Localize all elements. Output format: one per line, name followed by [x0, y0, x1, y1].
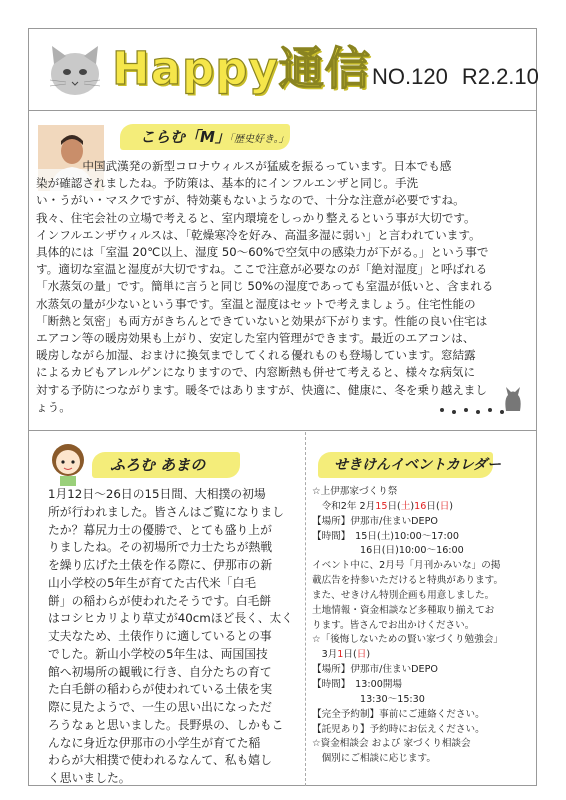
- column-line: 水蒸気の量が少ないという事です。室温と湿度はセットで考えましょう。住宅性能の: [36, 296, 476, 311]
- column-line: す。適切な室温と湿度が大切ですね。ここで注意が必要なのが「絶対湿度」と呼ばれる: [36, 262, 488, 277]
- event-line: [312, 752, 503, 767]
- cat-sketch-image: [40, 42, 110, 100]
- froom-line: 際に見たようで、一生の思い出になっただ: [48, 700, 272, 714]
- froom-line: わらが大相撲で使われるなんて、私も嬉し: [48, 753, 272, 768]
- event-text: 土地情報・資金相談など多種取り揃えてお: [312, 604, 495, 616]
- froom-line: りましたね。その初場所で力士たちが熱戦: [48, 540, 273, 555]
- column-line: 染が確認されましたね。予防策は、基本的にインフルエンザと同じ。手洗: [36, 176, 419, 191]
- event-text: ☆上伊那家づくり祭: [312, 486, 398, 497]
- event-line: [312, 515, 503, 530]
- issue-number: NO.120: [372, 64, 448, 89]
- event-date-red: 1: [337, 649, 344, 661]
- event-line: [312, 663, 503, 678]
- girl-avatar-icon: [48, 440, 88, 486]
- event-text: 【託児あり】予約時にお伝えください。: [312, 723, 485, 735]
- event-line: [312, 574, 503, 589]
- event-date-red: 日: [356, 649, 367, 661]
- event-line: [312, 530, 503, 545]
- froom-line: でした。新山小学校の5年生は、両国国技: [48, 646, 268, 661]
- event-line: [312, 678, 503, 693]
- event-text: ): [449, 500, 454, 512]
- event-line: [312, 648, 503, 663]
- column-heading: こらむ「M」: [140, 128, 230, 146]
- issue-date: R2.2.10: [461, 64, 539, 89]
- issue-info: [372, 64, 553, 90]
- column-line: 対する予防につながります。暖冬ではありますが、快適に、健康に、冬を乗り越えまし: [36, 382, 487, 397]
- event-text: 【場所】伊那市/住まいDEPO: [312, 664, 438, 676]
- column-line: 暖房しながら加湿、おまけに換気までしてくれる優れものも登場しています。窓結露: [36, 348, 476, 363]
- event-text: 日(: [343, 649, 357, 661]
- header-divider: [28, 110, 537, 111]
- froom-line: 山小学校の5年生が育てた古代米「白毛: [48, 575, 257, 590]
- event-text: イベント中に、2月号「月刊かみいな」の掲: [312, 560, 501, 572]
- events-body: [312, 485, 503, 767]
- event-text: ☆資金相談会 および 家づくり相談会: [312, 738, 471, 750]
- event-text: 16日(日)10:00〜16:00: [312, 545, 464, 557]
- event-line: [312, 619, 503, 634]
- event-text: 個別にご相談に応じます。: [312, 753, 436, 765]
- column-line: 「水蒸気の量」です。簡単に言うと同じ 50%の湿度であっても室温が低いと、含まれる: [36, 279, 494, 294]
- froom-line: 1月12日〜26日の15日間、大相撲の初場: [48, 487, 266, 501]
- column-line: 「断熱と気密」も両方がきちんとできていないと効果が下がります。性能の良い住宅は: [36, 313, 488, 328]
- froom-line: 餅」の稲わらが使われたそうです。白毛餅: [48, 593, 272, 608]
- column-line: ょう。: [36, 399, 71, 414]
- froom-line: はコシヒカリより草丈が40cmほど長く、太く: [48, 611, 294, 626]
- column-line: 具体的には「室温 20℃以上、湿度 50〜60%で空気中の感染力が下がる。」という事で: [36, 245, 489, 260]
- froom-line: んなに身近な伊那市の小学生が育てた稲: [48, 735, 261, 750]
- events-heading: せきけんイベントカレダー: [334, 457, 502, 473]
- event-line: [312, 500, 503, 515]
- event-text: 【時間】 13:00開場: [312, 678, 403, 690]
- event-line: [312, 544, 503, 559]
- event-line: [312, 708, 503, 723]
- column-divider: [305, 432, 306, 786]
- event-text: 【完全予約制】事前にご連絡ください。: [312, 708, 485, 720]
- event-line: [312, 693, 503, 708]
- event-text: 13:30〜15:30: [312, 693, 425, 705]
- event-line: [312, 723, 503, 738]
- column-line: 中国武漢発の新型コロナウィルスが猛威を振るっています。日本でも感: [36, 159, 452, 173]
- column-subtitle: 「歴史好き。」: [224, 134, 289, 145]
- froom-body: [48, 486, 293, 788]
- froom-line: を繰り広げた土俵を作る際に、伊那市の新: [48, 558, 273, 572]
- event-text: また、せきけん特別企画も用意しました。: [312, 589, 495, 601]
- froom-line: 館へ初場所の観戦に行き、自分たちの育て: [48, 664, 272, 679]
- event-text: ): [366, 649, 371, 661]
- froom-line: 丈夫なため、土俵作りに適しているとの事: [48, 629, 272, 643]
- section-divider: [28, 430, 537, 431]
- event-line: [312, 559, 503, 574]
- event-text: 3月: [312, 649, 338, 661]
- froom-line: ろうなぁと思いました。長野県の、しかもこ: [48, 717, 284, 732]
- event-date-red: 土: [400, 500, 411, 512]
- column-body: [36, 158, 493, 416]
- event-text: ☆「後悔しないための賢い家づくり勉強会」: [312, 634, 503, 646]
- event-text: 日(: [387, 500, 401, 512]
- event-line: [312, 604, 503, 619]
- column-line: によるカビもアレルゲンになりますので、内窓断熱も併せて考えると、様々な病気に: [36, 365, 476, 380]
- event-date-red: 日: [439, 500, 450, 512]
- event-line: [312, 589, 503, 604]
- column-line: エアコン等の暖房効果も上がり、安定した室内管理ができます。最近のエアコンは、: [36, 331, 475, 346]
- froom-line: たか？幕尻力士の優勝で、とても盛り上が: [48, 522, 272, 537]
- event-line: [312, 485, 503, 500]
- event-date-red: 15: [375, 500, 388, 512]
- event-date-red: 16: [414, 500, 427, 512]
- froom-heading: ふろむ あまの: [110, 456, 206, 474]
- cat-silhouette-icon: [502, 385, 524, 411]
- column-line: い・うがい・マスクですが、特効薬もないようなので、十分な注意が必要ですね。: [36, 193, 465, 208]
- froom-line: く思いました。: [48, 771, 131, 785]
- event-text: 【時間】 15日(土)10:00〜17:00: [312, 530, 459, 542]
- event-text: 【場所】伊那市/住まいDEPO: [312, 515, 438, 527]
- event-text: 令和2年 2月: [312, 500, 376, 512]
- event-line: [312, 633, 503, 648]
- newsletter-title: Happy通信: [112, 42, 371, 95]
- column-line: 我々、住宅会社の立場で考えると、室内環境をしっかり整えるという事が大切です。: [36, 210, 476, 225]
- event-text: 載広告を持参いただけると特典があります。: [312, 575, 504, 587]
- froom-line: た白毛餅の稲わらが使われている土俵を実: [48, 682, 273, 697]
- event-text: ります。皆さんでお出かけください。: [312, 619, 475, 631]
- event-line: [312, 737, 503, 752]
- froom-line: 所が行われました。皆さんはご覧になりまし: [48, 504, 284, 519]
- column-line: インフルエンザウィルスは、「乾燥寒冷を好み、高温多湿に弱い」と言われています。: [36, 227, 481, 242]
- event-text: ): [410, 500, 415, 512]
- event-text: 日(: [426, 500, 440, 512]
